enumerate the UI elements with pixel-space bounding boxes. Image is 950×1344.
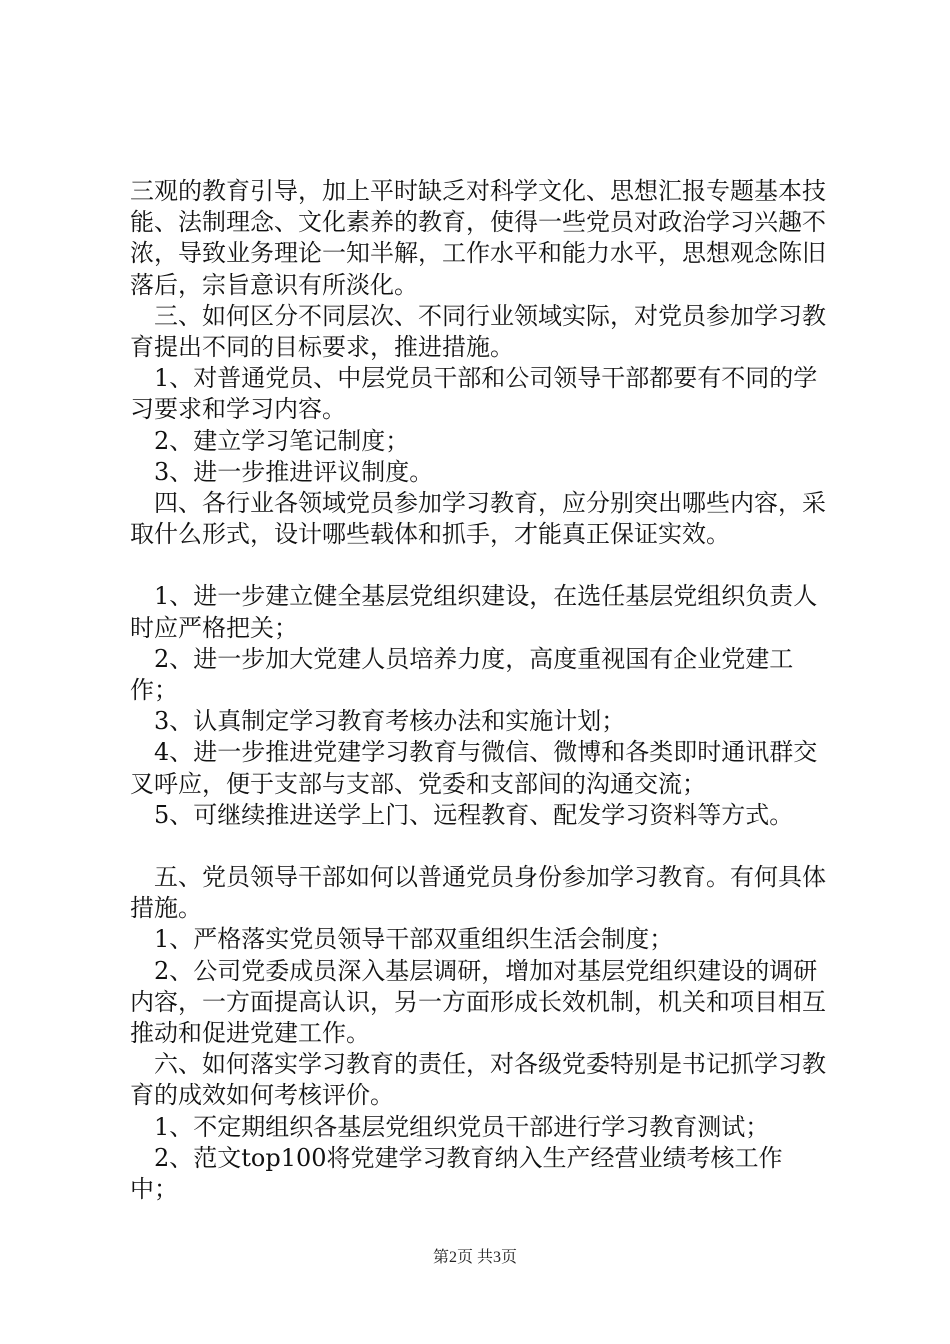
heading-section-6: 六、如何落实学习教育的责任，对各级党委特别是书记抓学习教育的成效如何考核评价。 — [130, 1050, 826, 1110]
heading-section-4: 四、各行业各领域党员参加学习教育，应分别突出哪些内容，采取什么形式，设计哪些载体和抓手，才能真正保证实效。 — [130, 489, 826, 549]
list-item: 1、严格落实党员领导干部双重组织生活会制度； — [154, 925, 674, 954]
blank-line — [130, 831, 830, 862]
list-item: 5、可继续推进送学上门、远程教育、配发学习资料等方式。 — [154, 800, 794, 829]
list-item: 2、范文top100将党建学习教育纳入生产经营业绩考核工作中； — [130, 1143, 783, 1204]
list-item: 3、进一步推进评议制度。 — [154, 457, 434, 486]
list-item: 2、公司党委成员深入基层调研，增加对基层党组织建设的调研内容，一方面提高认识，另一方面形成长效机制，机关和项目相互推动和促进党建工作。 — [130, 956, 826, 1048]
list-item: 3、认真制定学习教育考核办法和实施计划； — [154, 707, 626, 736]
document-body — [130, 176, 830, 1205]
list-item: 2、进一步加大党建人员培养力度，高度重视国有企业党建工作； — [130, 644, 794, 705]
list-item: 1、不定期组织各基层党组织党员干部进行学习教育测试； — [154, 1112, 770, 1141]
blank-line — [130, 550, 830, 581]
heading-section-5: 五、党员领导干部如何以普通党员身份参加学习教育。有何具体措施。 — [130, 863, 826, 923]
list-item: 1、进一步建立健全基层党组织建设，在选任基层党组织负责人时应严格把关； — [130, 582, 818, 642]
heading-section-3: 三、如何区分不同层次、不同行业领域实际，对党员参加学习教育提出不同的目标要求，推进措施。 — [130, 301, 826, 362]
list-item: 4、进一步推进党建学习教育与微信、微博和各类即时通讯群交叉呼应，便于支部与支部、党委和支部间的沟通交流； — [130, 738, 818, 798]
page-number: 第2页 共3页 — [432, 1249, 517, 1266]
list-item: 2、建立学习笔记制度； — [154, 426, 410, 455]
list-item: 1、对普通党员、中层党员干部和公司领导干部都要有不同的学习要求和学习内容。 — [130, 364, 818, 424]
page-footer — [0, 1244, 950, 1267]
paragraph-intro: 三观的教育引导，加上平时缺乏对科学文化、思想汇报专题基本技能、法制理念、文化素养的教育，使得一些党员对政治学习兴趣不浓，导致业务理论一知半解，工作水平和能力水平，思想观念陈旧落后，宗旨意识有所淡化。 — [130, 177, 826, 299]
